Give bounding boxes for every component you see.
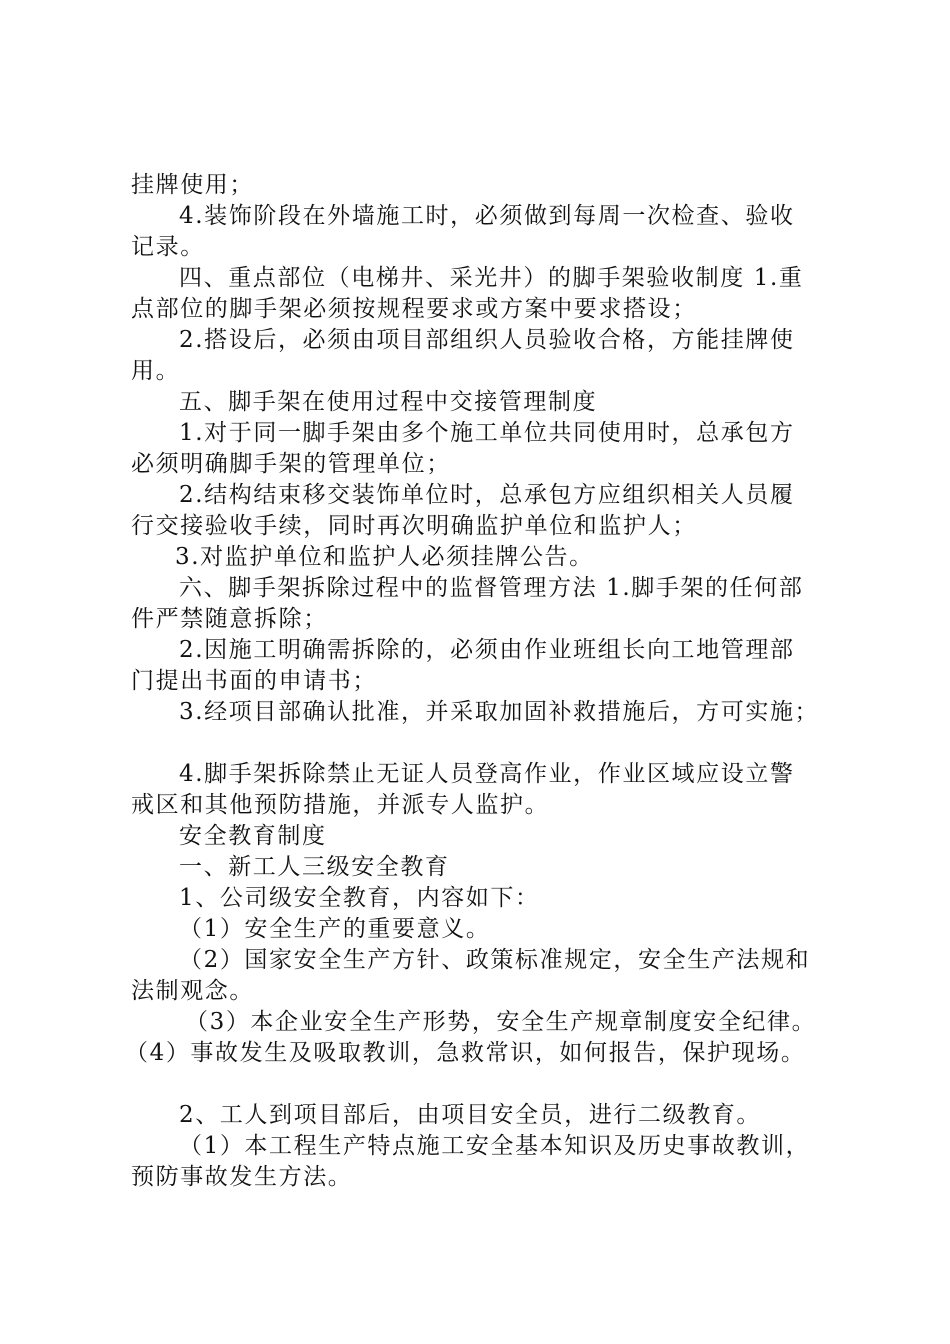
blank-line [131, 728, 835, 759]
text-line: 4.装饰阶段在外墙施工时，必须做到每周一次检查、验收 [179, 203, 795, 229]
text-line: 法制观念。 [131, 978, 254, 1004]
text-line: 4.脚手架拆除禁止无证人员登高作业，作业区域应设立警 [179, 761, 795, 787]
text-line: 3.经项目部确认批准，并采取加固补救措施后，方可实施； [179, 699, 820, 725]
text-line: （2）国家安全生产方针、政策标准规定，安全生产法规和 [179, 947, 811, 973]
text-line: 行交接验收手续，同时再次明确监护单位和监护人； [131, 513, 697, 539]
text-line: 2.因施工明确需拆除的，必须由作业班组长向工地管理部 [179, 637, 795, 663]
document-body [125, 170, 835, 1193]
text-line: 3.对监护单位和监护人必须挂牌公告。 [175, 544, 594, 570]
text-line: 1、公司级安全教育，内容如下： [179, 885, 540, 911]
text-line: 2、工人到项目部后，由项目安全员，进行二级教育。 [179, 1102, 762, 1128]
text-line: 四、重点部位（电梯井、采光井）的脚手架验收制度 1.重 [179, 265, 804, 291]
text-line: 点部位的脚手架必须按规程要求或方案中要求搭设； [131, 296, 697, 322]
text-line: 2.结构结束移交装饰单位时，总承包方应组织相关人员履 [179, 482, 795, 508]
text-line: 必须明确脚手架的管理单位； [131, 451, 451, 477]
text-line: 预防事故发生方法。 [131, 1164, 353, 1190]
text-line: 用。 [131, 358, 181, 384]
text-line: （1）本工程生产特点施工安全基本知识及历史事故教训， [179, 1133, 811, 1159]
text-line: 2.搭设后，必须由项目部组织人员验收合格，方能挂牌使 [179, 327, 795, 353]
blank-line [131, 1069, 835, 1100]
section-heading: 安全教育制度 [179, 823, 327, 849]
text-line: （3）本企业安全生产形势，安全生产规章制度安全纪律。 [185, 1009, 817, 1035]
text-line: 1.对于同一脚手架由多个施工单位共同使用时，总承包方 [179, 420, 795, 446]
text-line: 件严禁随意拆除； [131, 606, 328, 632]
text-line: （1）安全生产的重要意义。 [179, 916, 491, 942]
text-line: 记录。 [131, 234, 205, 260]
text-line: （4）事故发生及吸取教训，急救常识，如何报告，保护现场。 [125, 1040, 806, 1066]
section-heading: 一、新工人三级安全教育 [179, 854, 450, 880]
text-line: 门提出书面的申请书； [131, 668, 377, 694]
text-line: 挂牌使用； [131, 172, 254, 198]
text-line: 戒区和其他预防措施，并派专人监护。 [131, 792, 550, 818]
section-heading: 五、脚手架在使用过程中交接管理制度 [179, 389, 598, 415]
text-line: 六、脚手架拆除过程中的监督管理方法 1.脚手架的任何部 [179, 575, 804, 601]
